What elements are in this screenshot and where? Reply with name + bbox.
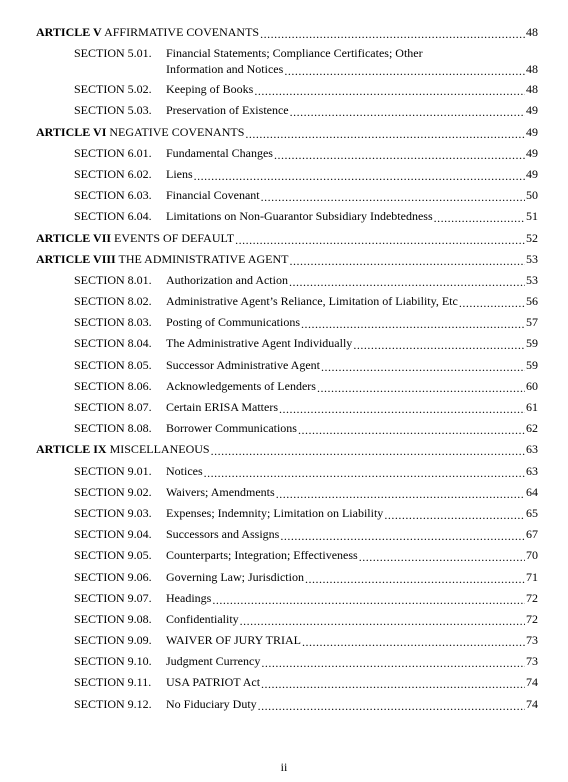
section-title: Posting of Communications: [166, 315, 301, 330]
section-number: SECTION 9.09.: [74, 633, 152, 648]
section-number: SECTION 6.04.: [74, 209, 152, 224]
section-number: SECTION 8.07.: [74, 400, 152, 414]
toc-row-article[interactable]: [0, 230, 568, 251]
section-number: SECTION 9.06.: [74, 569, 152, 584]
dot-leader: [274, 148, 525, 161]
toc-row-section[interactable]: [0, 484, 568, 505]
article-title: THE ADMINISTRATIVE AGENT: [118, 251, 289, 266]
dot-leader: [211, 444, 525, 457]
section-number: SECTION 8.06.: [74, 378, 152, 393]
section-number: SECTION 9.11.: [74, 675, 152, 690]
toc-row-section[interactable]: [0, 102, 568, 123]
dot-leader: [261, 656, 525, 669]
toc-row-section[interactable]: [0, 590, 568, 611]
toc-row-section[interactable]: [0, 632, 568, 653]
section-number: SECTION 5.03.: [74, 103, 152, 118]
toc-row-section[interactable]: [0, 45, 568, 81]
section-title: Acknowledgements of Lenders: [166, 378, 316, 393]
section-number: SECTION 9.12.: [74, 696, 152, 711]
page-number: 73: [526, 654, 538, 669]
dot-leader: [258, 699, 525, 712]
toc-row-section[interactable]: [0, 187, 568, 208]
section-number: SECTION 9.02.: [74, 484, 152, 499]
section-number: SECTION 9.08.: [74, 611, 152, 626]
section-number: SECTION 9.01.: [74, 463, 152, 478]
dot-leader: [459, 296, 525, 309]
page-number: 72: [526, 611, 538, 626]
dot-leader: [240, 614, 525, 627]
dot-leader: [276, 487, 525, 500]
toc-row-section[interactable]: [0, 547, 568, 568]
section-title: Information and Notices: [166, 62, 284, 77]
section-title: Notices: [166, 463, 203, 478]
article-label: ARTICLE VIII: [36, 251, 116, 266]
article-title: MISCELLANEOUS: [109, 442, 210, 457]
toc-row-section[interactable]: [0, 378, 568, 399]
page-number: 50: [526, 188, 538, 203]
dot-leader: [359, 550, 525, 563]
dot-leader: [290, 105, 525, 118]
toc-row-section[interactable]: [0, 166, 568, 187]
section-title: No Fiduciary Duty: [166, 696, 257, 711]
dot-leader: [261, 190, 525, 203]
dot-leader: [305, 572, 525, 585]
dot-leader: [284, 64, 525, 77]
toc-row-section[interactable]: [0, 145, 568, 166]
section-title: Liens: [166, 166, 193, 181]
toc-row-section[interactable]: [0, 463, 568, 484]
article-title: NEGATIVE COVENANTS: [109, 124, 245, 139]
section-title: Confidentiality: [166, 611, 239, 626]
section-title: Administrative Agent’s Reliance, Limitation of Liability, Etc: [166, 294, 458, 309]
dot-leader: [298, 423, 525, 436]
page-number: 53: [526, 272, 538, 287]
page-number: 49: [526, 166, 538, 181]
page-number: 51: [526, 209, 538, 224]
section-title: Headings: [166, 590, 212, 605]
article-label: ARTICLE VII: [36, 230, 112, 245]
page-number: 53: [526, 251, 538, 266]
section-title-line1: Financial Statements; Compliance Certificates; Other: [166, 46, 423, 61]
section-number: SECTION 8.04.: [74, 336, 152, 351]
dot-leader: [317, 381, 525, 394]
dot-leader: [261, 677, 525, 690]
page-number: 64: [526, 484, 538, 499]
page-number: 71: [526, 569, 538, 584]
section-number: SECTION 6.02.: [74, 166, 152, 181]
dot-leader: [260, 27, 525, 40]
section-number: SECTION 5.01.: [74, 46, 152, 61]
section-title: The Administrative Agent Individually: [166, 336, 353, 351]
section-title: Fundamental Changes: [166, 145, 273, 160]
dot-leader: [290, 254, 525, 267]
toc-row-section[interactable]: [0, 611, 568, 632]
toc-row-article[interactable]: [0, 441, 568, 462]
page-number: 60: [526, 378, 538, 393]
dot-leader: [280, 529, 525, 542]
article-label: ARTICLE IX: [36, 442, 107, 457]
toc-row-section[interactable]: [0, 208, 568, 229]
page-number: 49: [526, 124, 538, 139]
page-number: 49: [526, 145, 538, 160]
section-title: Certain ERISA Matters: [166, 400, 278, 414]
section-title: Governing Law; Jurisdiction: [166, 569, 304, 584]
article-title: EVENTS OF DEFAULT: [114, 230, 235, 245]
section-number: SECTION 6.01.: [74, 145, 152, 160]
dot-leader: [321, 360, 525, 373]
section-title: Authorization and Action: [166, 272, 288, 287]
dot-leader: [204, 466, 525, 479]
page-number: 63: [526, 463, 538, 478]
dot-leader: [194, 169, 525, 182]
section-title: Successors and Assigns: [166, 527, 280, 542]
toc-row-section[interactable]: [0, 505, 568, 526]
page-number: 72: [526, 590, 538, 605]
page-number: 48: [526, 62, 538, 77]
dot-leader: [254, 84, 525, 97]
section-title: WAIVER OF JURY TRIAL: [166, 633, 302, 648]
toc-row-section[interactable]: [0, 399, 568, 420]
page-number: 48: [526, 25, 538, 39]
dot-leader: [434, 211, 525, 224]
section-number: SECTION 9.04.: [74, 527, 152, 542]
toc-row-section[interactable]: [0, 314, 568, 335]
dot-leader: [279, 402, 525, 415]
section-title: Expenses; Indemnity; Limitation on Liability: [166, 505, 384, 520]
section-title: Waivers; Amendments: [166, 484, 275, 499]
toc-row-section[interactable]: [0, 81, 568, 102]
page-number: 74: [526, 675, 538, 690]
toc-row-article[interactable]: [0, 251, 568, 272]
page-number: 52: [526, 230, 538, 245]
section-title: Borrower Communications: [166, 421, 297, 436]
page-number: 62: [526, 421, 538, 436]
toc-row-section[interactable]: [0, 293, 568, 314]
section-number: SECTION 8.03.: [74, 315, 152, 330]
dot-leader: [302, 635, 525, 648]
page-number: 74: [526, 696, 538, 711]
dot-leader: [384, 508, 525, 521]
page-number: 49: [526, 103, 538, 118]
toc-row-section[interactable]: [0, 653, 568, 674]
toc-row-section[interactable]: [0, 420, 568, 441]
section-title: Keeping of Books: [166, 82, 254, 97]
table-of-contents: [0, 24, 568, 717]
toc-row-article[interactable]: [0, 24, 568, 45]
section-title: Financial Covenant: [166, 188, 260, 203]
toc-row-article[interactable]: [0, 124, 568, 145]
section-title: Counterparts; Integration; Effectiveness: [166, 548, 358, 563]
section-title: Successor Administrative Agent: [166, 357, 320, 372]
section-number: SECTION 9.05.: [74, 548, 152, 563]
dot-leader: [245, 127, 525, 140]
section-number: SECTION 8.08.: [74, 421, 152, 436]
dot-leader: [235, 233, 525, 246]
toc-row-section[interactable]: [0, 526, 568, 547]
dot-leader: [212, 593, 525, 606]
page-number: 57: [526, 315, 538, 330]
page-number: 73: [526, 633, 538, 648]
section-title: Limitations on Non-Guarantor Subsidiary Indebtedness: [166, 209, 433, 224]
article-label: ARTICLE VI: [36, 124, 107, 139]
section-number: SECTION 9.07.: [74, 590, 152, 605]
section-number: SECTION 6.03.: [74, 188, 152, 203]
page-number: 67: [526, 527, 538, 542]
toc-row-section[interactable]: [0, 272, 568, 293]
dot-leader: [301, 317, 525, 330]
section-number: SECTION 9.10.: [74, 654, 152, 669]
section-title: USA PATRIOT Act: [166, 675, 261, 690]
section-number: SECTION 5.02.: [74, 82, 152, 97]
footer-page-number: ii: [280, 760, 288, 774]
dot-leader: [353, 338, 525, 351]
article-label: ARTICLE V: [36, 25, 102, 39]
section-title: Preservation of Existence: [166, 103, 289, 118]
section-number: SECTION 8.05.: [74, 357, 152, 372]
toc-row-section[interactable]: [0, 674, 568, 695]
section-number: SECTION 8.02.: [74, 294, 152, 309]
section-number: SECTION 9.03.: [74, 505, 152, 520]
page-number: 59: [526, 336, 538, 351]
page-number: 48: [526, 82, 538, 97]
page-number: 56: [526, 294, 538, 309]
toc-row-section[interactable]: [0, 357, 568, 378]
page-number: 61: [526, 400, 538, 414]
page-number: 63: [526, 442, 538, 457]
dot-leader: [289, 275, 525, 288]
page-number: 70: [526, 548, 538, 563]
page-number: 59: [526, 357, 538, 372]
section-number: SECTION 8.01.: [74, 272, 152, 287]
toc-row-section[interactable]: [0, 696, 568, 717]
toc-row-section[interactable]: [0, 569, 568, 590]
toc-row-section[interactable]: [0, 335, 568, 356]
article-title: AFFIRMATIVE COVENANTS: [104, 25, 260, 39]
page-number: 65: [526, 505, 538, 520]
section-title: Judgment Currency: [166, 654, 261, 669]
